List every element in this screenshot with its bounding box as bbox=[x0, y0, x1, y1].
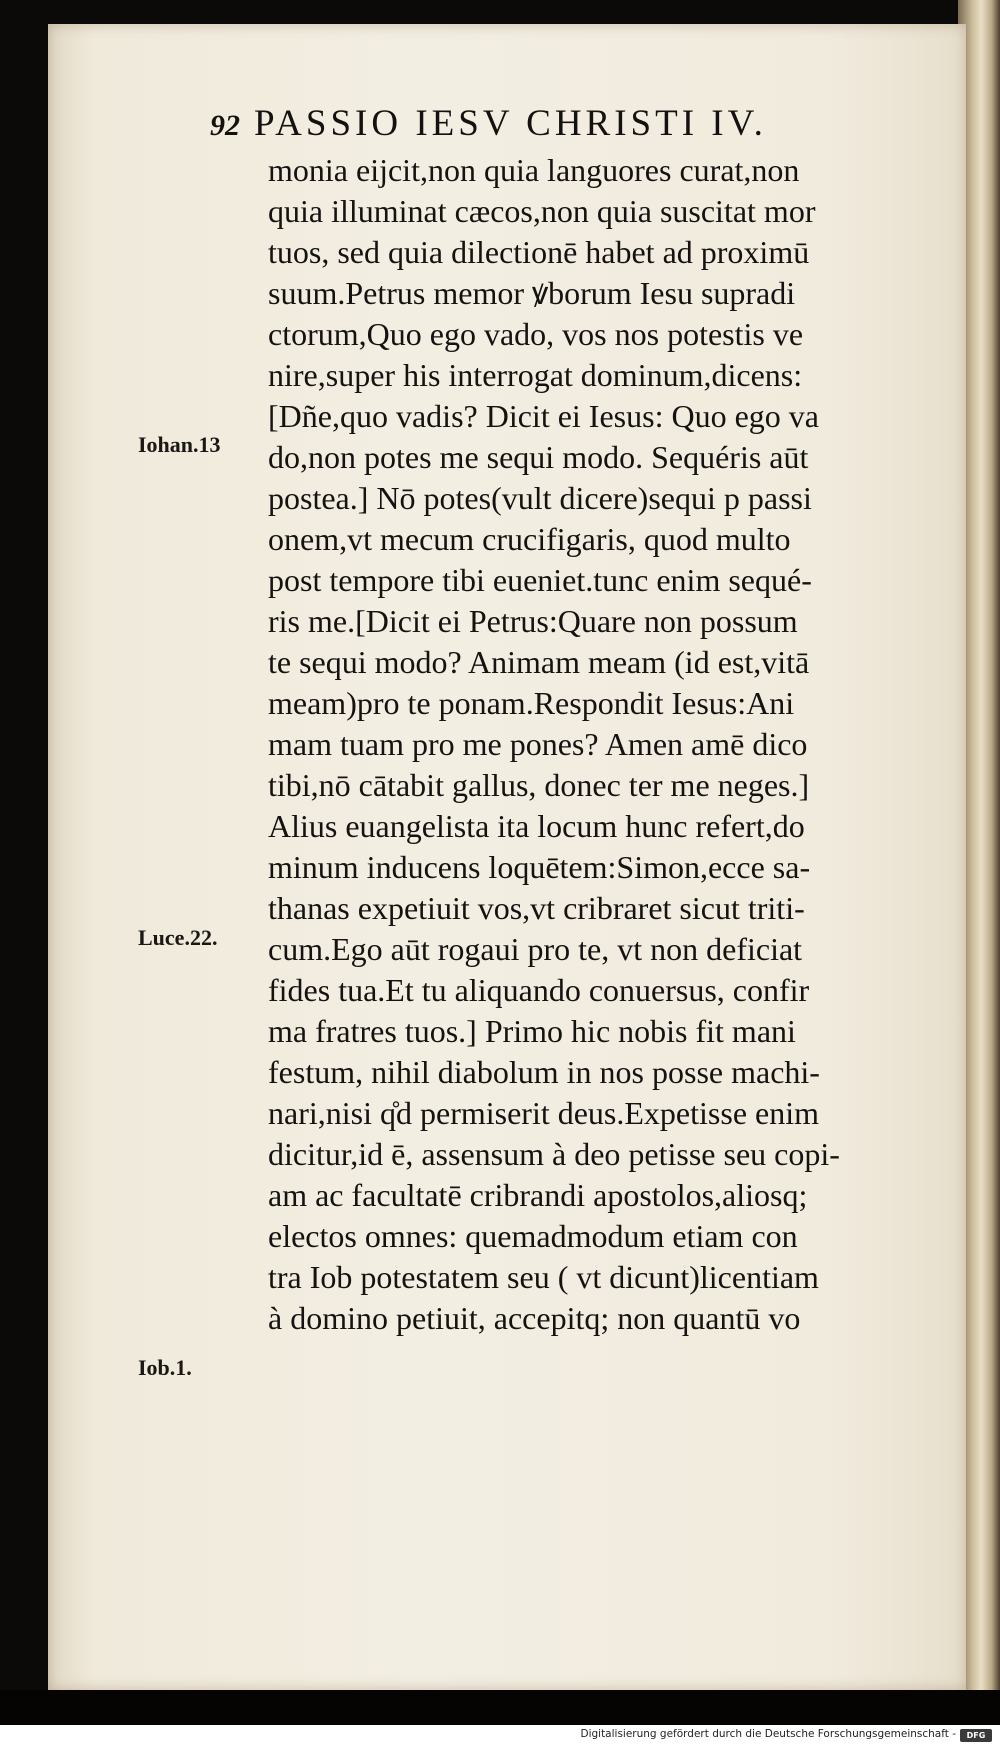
text-line-20: cum.Ego aūt rogaui pro te, vt non deficiat bbox=[268, 931, 803, 967]
text-line-14: meam)pro te ponam.Respondit Iesus:Ani bbox=[268, 685, 795, 721]
book-edge-bottom bbox=[0, 1690, 1000, 1725]
text-line-18: minum inducens loquētem:Simon,ecce sa- bbox=[268, 849, 811, 885]
folio-number: 92 bbox=[210, 109, 240, 142]
text-line-10: onem,vt mecum crucifigaris, quod multo bbox=[268, 521, 791, 557]
text-line-6: nire,super his interrogat dominum,dicens: bbox=[268, 357, 803, 393]
text-line-21: fides tua.Et tu aliquando conuersus, confir bbox=[268, 972, 810, 1008]
running-title: PASSIO IESV CHRISTI IV. bbox=[254, 103, 767, 144]
text-line-29: à domino petiuit, accepitq; non quantū vo bbox=[268, 1300, 801, 1336]
text-line-4: suum.Petrus memor ꝟborum Iesu supradi bbox=[268, 275, 796, 311]
text-line-12: ris me.[Dicit ei Petrus:Quare non possum bbox=[268, 603, 798, 639]
footer-strip bbox=[0, 1725, 1000, 1747]
text-line-22: ma fratres tuos.] Primo hic nobis fit mani bbox=[268, 1013, 796, 1049]
text-line-3: tuos, sed quia dilectionē habet ad proximū bbox=[268, 234, 810, 270]
funding-credit: Digitalisierung gefördert durch die Deutsche Forschungsgemeinschaft - bbox=[580, 1728, 956, 1740]
text-line-8: do,non potes me sequi modo. Sequéris aūt bbox=[268, 439, 809, 475]
text-line-9: postea.] Nō potes(vult dicere)sequi p passi bbox=[268, 480, 812, 516]
margin-note-iob: Iob.1. bbox=[138, 1355, 192, 1380]
text-line-24: nari,nisi q̊d permiserit deus.Expetisse enim bbox=[268, 1095, 819, 1131]
text-line-19: thanas expetiuit vos,vt cribraret sicut triti- bbox=[268, 890, 805, 926]
text-line-23: festum, nihil diabolum in nos posse machi- bbox=[268, 1054, 820, 1090]
text-line-28: tra Iob potestatem seu ( vt dicunt)licentiam bbox=[268, 1259, 819, 1295]
text-line-1: monia eijcit,non quia languores curat,non bbox=[268, 152, 800, 188]
text-line-17: Alius euangelista ita locum hunc refert,do bbox=[268, 808, 805, 844]
running-header bbox=[210, 102, 767, 145]
text-line-2: quia illuminat cæcos,non quia suscitat mor bbox=[268, 193, 816, 229]
text-line-5: ctorum,Quo ego vado, vos nos potestis ve bbox=[268, 316, 804, 352]
dfg-logo-icon: DFG bbox=[960, 1729, 992, 1742]
text-line-25: dicitur,id ē, assensum à deo petisse seu copi- bbox=[268, 1136, 840, 1172]
margin-note-johan: Iohan.13 bbox=[138, 432, 221, 457]
text-line-15: mam tuam pro me pones? Amen amē dico bbox=[268, 726, 808, 762]
text-line-11: post tempore tibi eueniet.tunc enim sequé- bbox=[268, 562, 812, 598]
text-line-13: te sequi modo? Animam meam (id est,vitā bbox=[268, 644, 810, 680]
text-line-27: electos omnes: quemadmodum etiam con bbox=[268, 1218, 798, 1254]
text-line-26: am ac facultatē cribrandi apostolos,aliosq; bbox=[268, 1177, 808, 1213]
text-line-16: tibi,nō cātabit gallus, donec ter me neges.] bbox=[268, 767, 810, 803]
margin-note-luc: Luce.22. bbox=[138, 925, 218, 950]
text-line-7: [Dñe,quo vadis? Dicit ei Iesus: Quo ego va bbox=[268, 398, 819, 434]
